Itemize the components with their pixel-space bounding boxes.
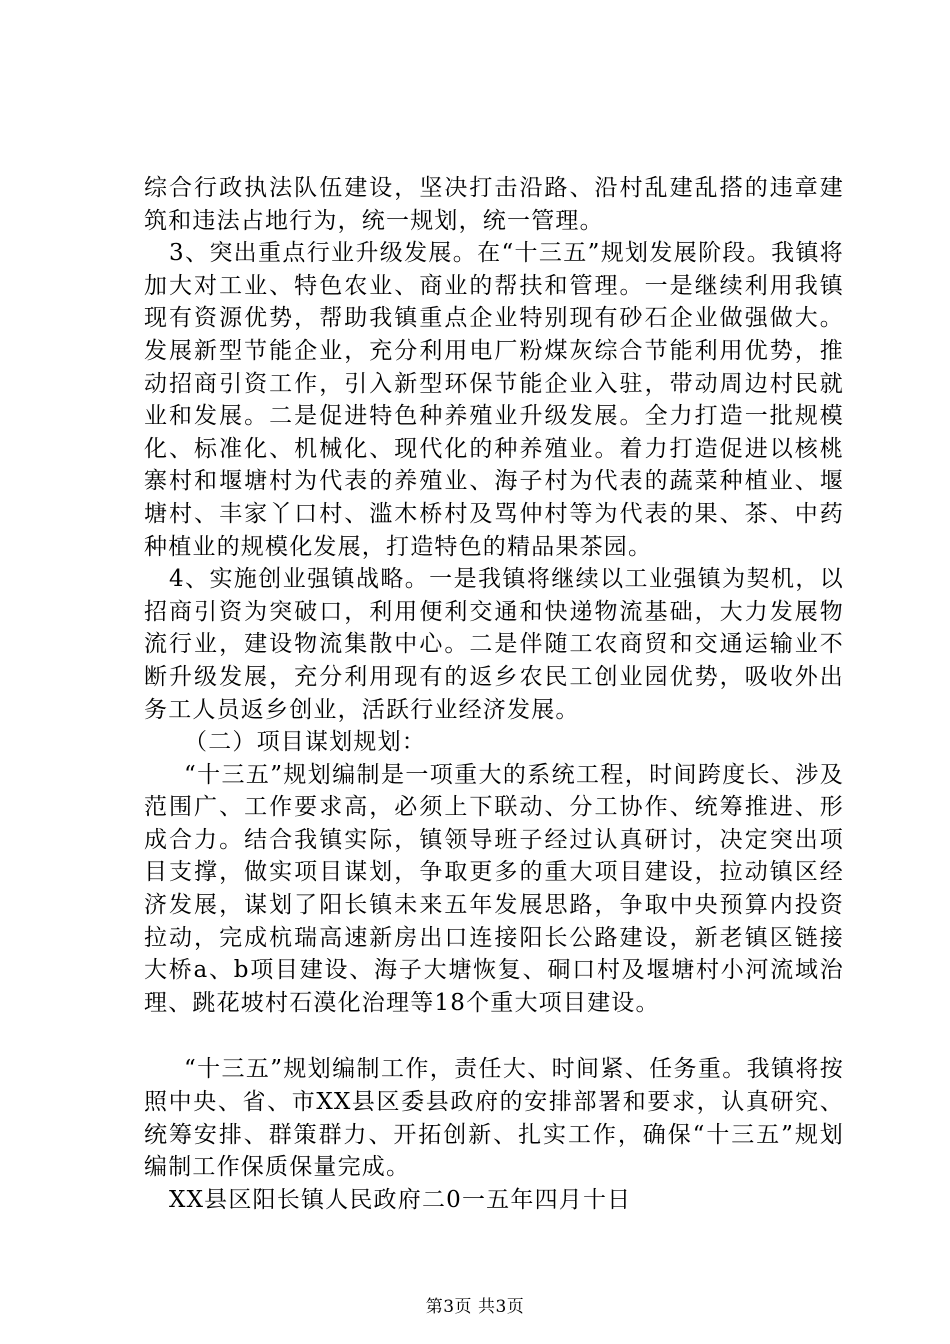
paragraph-entrepreneurship: 4、实施创业强镇战略。一是我镇将继续以工业强镇为契机，以招商引资为突破口，利用便利交通和快递物流基础，大力发展物流行业，建设物流集散中心。二是伴随工农商贸和交通运输业不断升级发展，充分利用现有的返乡农民工创业园优势，吸收外出务工人员返乡创业，活跃行业经济发展。: [144, 566, 844, 723]
paragraph-law-enforcement: 综合行政执法队伍建设，坚决打击沿路、沿村乱建乱搭的违章建筑和违法占地行为，统一规划，统一管理。: [144, 175, 844, 234]
section-heading-project-planning: （二）项目谋划规划：: [184, 729, 426, 756]
paragraph-conclusion: “十三五”规划编制工作，责任大、时间紧、任务重。我镇将按照中央、省、市XX县区委县政府的安排部署和要求，认真研究、统筹安排、群策群力、开拓创新、扎实工作，确保“十三五”规划编制工作保质保量完成。: [144, 1056, 844, 1181]
signature-date-line: XX县区阳长镇人民政府二0一五年四月十日: [169, 1186, 632, 1213]
paragraph-project-planning: “十三五”规划编制是一项重大的系统工程，时间跨度长、涉及范围广、工作要求高，必须上下联动、分工协作、统筹推进、形成合力。结合我镇实际，镇领导班子经过认真研讨，决定突出项目支撑，做实项目谋划，争取更多的重大项目建设，拉动镇区经济发展，谋划了阳长镇未来五年发展思路，争取中央预算内投资拉动，完成杭瑞高速新房出口连接阳长公路建设，新老镇区链接大桥a、b项目建设、海子大塘恢复、硐口村及堰塘村小河流域治理、跳花坡村石漠化治理等18个重大项目建设。: [144, 761, 844, 1016]
page-footer: 第3页 共3页: [425, 1297, 525, 1317]
paragraph-key-industries: 3、突出重点行业升级发展。在“十三五”规划发展阶段。我镇将加大对工业、特色农业、商业的帮扶和管理。一是继续利用我镇现有资源优势，帮助我镇重点企业特别现有砂石企业做强做大。发展新型节能企业，充分利用电厂粉煤灰综合节能利用优势，推动招商引资工作，引入新型环保节能企业入驻，带动周边村民就业和发展。二是促进特色种养殖业升级发展。全力打造一批规模化、标准化、机械化、现代化的种养殖业。着力打造促进以核桃寨村和堰塘村为代表的养殖业、海子村为代表的蔬菜种植业、堰塘村、丰家丫口村、滥木桥村及骂仲村等为代表的果、茶、中药种植业的规模化发展，打造特色的精品果茶园。: [144, 240, 844, 560]
paragraph-spacer: [144, 1019, 844, 1053]
document-body: [144, 172, 844, 1216]
